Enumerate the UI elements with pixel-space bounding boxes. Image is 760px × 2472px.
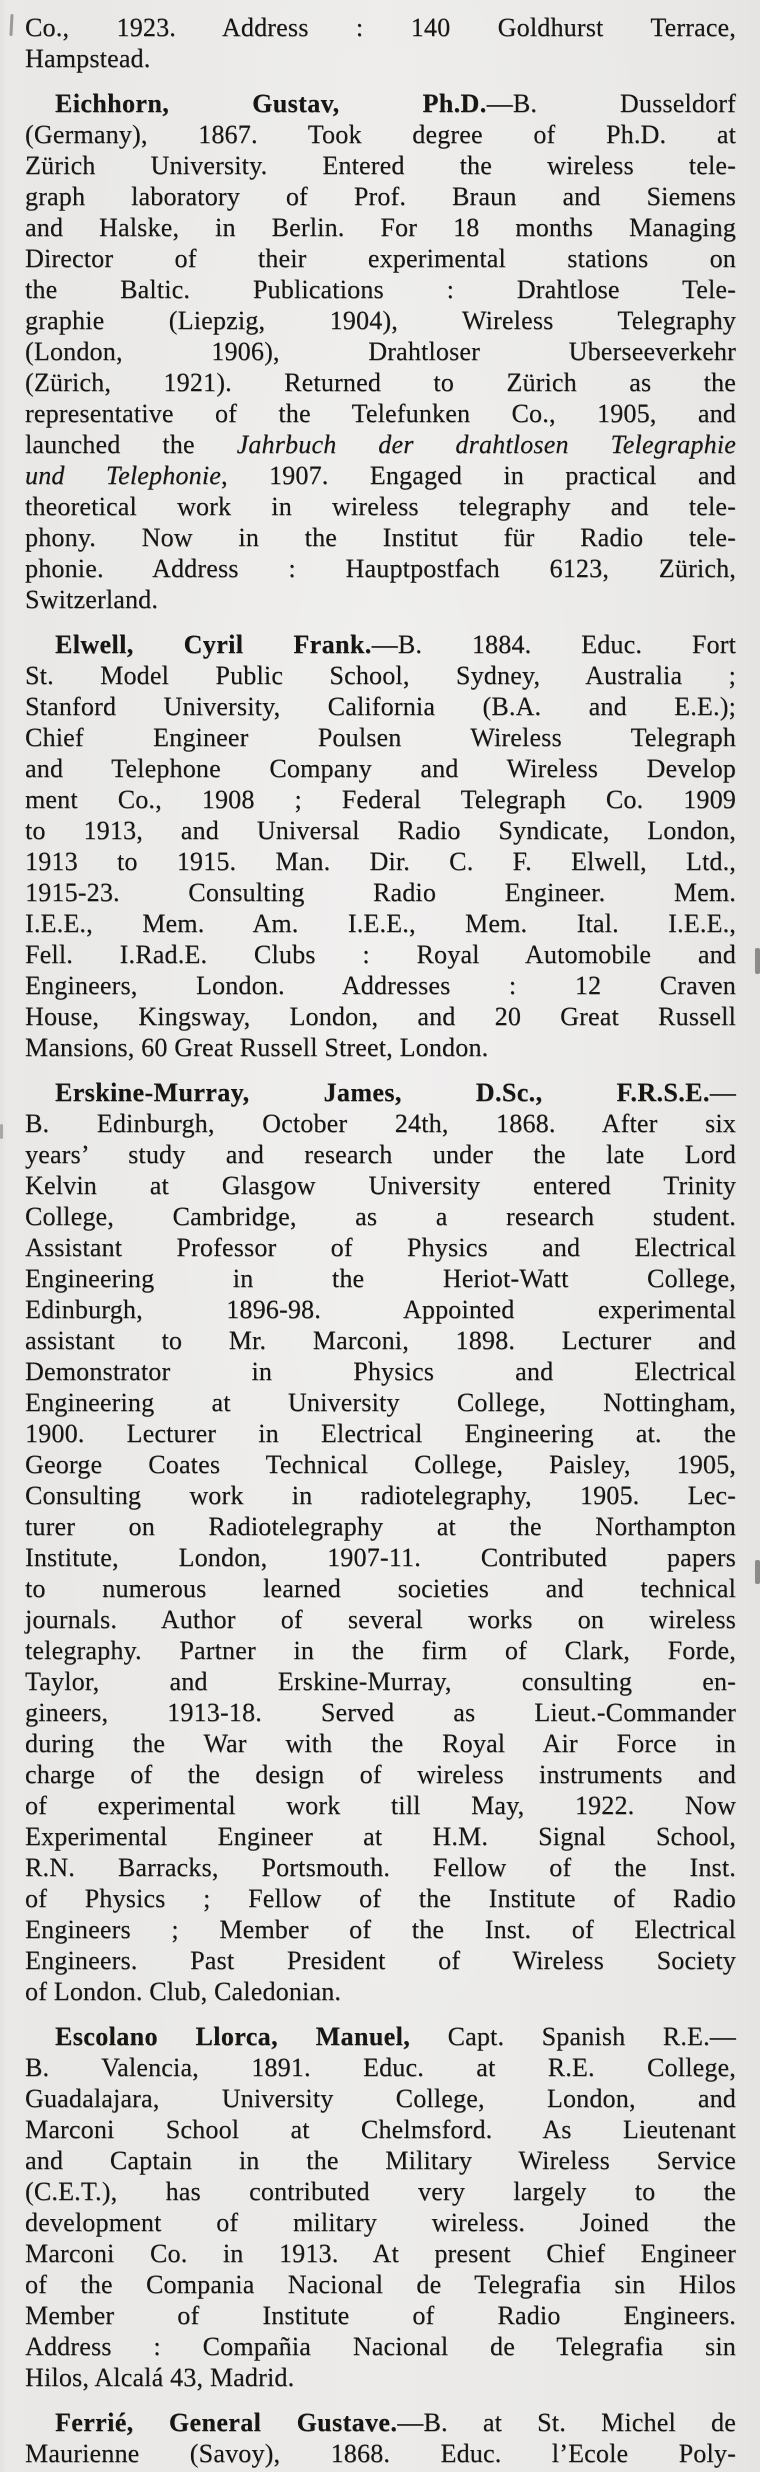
text-line: representative of the Telefunken Co., 1905, and (25, 399, 736, 428)
text-line: Stanford University, California (B.A. and E.E.); (25, 692, 736, 721)
text-line: years’ study and research under the late Lord (25, 1140, 736, 1169)
text-line: Fell. I.Rad.E. Clubs : Royal Automobile and (25, 940, 736, 969)
text-line: graphie (Liepzig, 1904), Wireless Telegraphy (25, 306, 736, 335)
text-line: Consulting work in radiotelegraphy, 1905. Lec- (25, 1481, 736, 1510)
text-line: Co., 1923. Address : 140 Goldhurst Terrace, (25, 13, 736, 42)
text-line: gineers, 1913-18. Served as Lieut.-Commander (25, 1698, 736, 1727)
text-line: Institute, London, 1907-11. Contributed papers (25, 1543, 736, 1572)
entry-elwell-cyril-frank (25, 629, 736, 1063)
text-line: Engineers, London. Addresses : 12 Craven (25, 971, 736, 1000)
text-line: Director of their experimental stations on (25, 244, 736, 273)
text-line: R.N. Barracks, Portsmouth. Fellow of the Inst. (25, 1853, 736, 1882)
text-line: Switzerland. (25, 585, 159, 614)
text-line: Maurienne (Savoy), 1868. Educ. l’Ecole Poly- (25, 2439, 736, 2468)
text-line: Experimental Engineer at H.M. Signal School, (25, 1822, 736, 1851)
entry-erskine-murray-james (25, 1077, 736, 2007)
text-line: Engineering in the Heriot-Watt College, (25, 1264, 736, 1293)
scan-artifact (9, 14, 13, 36)
text-line: I.E.E., Mem. Am. I.E.E., Mem. Ital. I.E.E., (25, 909, 736, 938)
text-line: Demonstrator in Physics and Electrical (25, 1357, 736, 1386)
text-line: House, Kingsway, London, and 20 Great Russell (25, 1002, 736, 1031)
text-line: journals. Author of several works on wireless (25, 1605, 736, 1634)
text-line: of the Compania Nacional de Telegrafia sin Hilos (25, 2270, 736, 2299)
text-line: charge of the design of wireless instruments and (25, 1760, 736, 1789)
text-line: development of military wireless. Joined the (25, 2208, 736, 2237)
text-line: Edinburgh, 1896-98. Appointed experimental (25, 1295, 736, 1324)
text-line: Eichhorn, Gustav, Ph.D.—B. Dusseldorf (55, 89, 736, 118)
text-line: Hampstead. (25, 44, 151, 73)
text-line: 1915-23. Consulting Radio Engineer. Mem. (25, 878, 736, 907)
text-line: und Telephonie, 1907. Engaged in practical and (25, 461, 736, 490)
text-line: to numerous learned societies and technical (25, 1574, 736, 1603)
text-line: Marconi Co. in 1913. At present Chief Engineer (25, 2239, 736, 2268)
text-line: (Zürich, 1921). Returned to Zürich as the (25, 368, 736, 397)
text-line: Zürich University. Entered the wireless tele- (25, 151, 736, 180)
text-line: St. Model Public School, Sydney, Australia ; (25, 661, 736, 690)
text-line: Taylor, and Erskine-Murray, consulting en- (25, 1667, 736, 1696)
text-line: George Coates Technical College, Paisley, 1905, (25, 1450, 736, 1479)
text-line: (C.E.T.), has contributed very largely to the (25, 2177, 736, 2206)
text-line: College, Cambridge, as a research student. (25, 1202, 736, 1231)
text-line: Elwell, Cyril Frank.—B. 1884. Educ. Fort (55, 630, 737, 659)
text-line: Chief Engineer Poulsen Wireless Telegraph (25, 723, 736, 752)
text-line: 1913 to 1915. Man. Dir. C. F. Elwell, Ltd., (25, 847, 736, 876)
text-column (25, 12, 736, 2469)
text-line: Hilos, Alcalá 43, Madrid. (25, 2363, 295, 2392)
entry-ferrie-general-gustave (25, 2407, 736, 2469)
text-line: Ferrié, General Gustave.—B. at St. Michel de (55, 2408, 736, 2437)
text-line: Engineers ; Member of the Inst. of Electrical (25, 1915, 736, 1944)
text-line: graph laboratory of Prof. Braun and Siemens (25, 182, 736, 211)
text-line: launched the Jahrbuch der drahtlosen Telegraphie (25, 430, 736, 459)
scan-artifact (755, 948, 760, 974)
text-line: Erskine-Murray, James, D.Sc., F.R.S.E.— (55, 1078, 736, 1107)
text-line: phonie. Address : Hauptpostfach 6123, Zürich, (25, 554, 736, 583)
text-line: and Telephone Company and Wireless Develop (25, 754, 736, 783)
text-line: Address : Compañia Nacional de Telegrafia sin (25, 2332, 736, 2361)
text-line: Escolano Llorca, Manuel, Capt. Spanish R.E.— (55, 2022, 736, 2051)
text-line: B. Valencia, 1891. Educ. at R.E. College, (25, 2053, 736, 2082)
text-line: B. Edinburgh, October 24th, 1868. After six (25, 1109, 736, 1138)
entry-escolano-llorca-manuel (25, 2021, 736, 2393)
text-line: turer on Radiotelegraphy at the Northampton (25, 1512, 736, 1541)
text-line: to 1913, and Universal Radio Syndicate, London, (25, 816, 736, 845)
entry-eichhorn-gustav (25, 88, 736, 615)
text-line: Engineers. Past President of Wireless Society (25, 1946, 736, 1975)
text-line: 1900. Lecturer in Electrical Engineering at. the (25, 1419, 736, 1448)
text-line: Member of Institute of Radio Engineers. (25, 2301, 736, 2330)
text-line: telegraphy. Partner in the firm of Clark, Forde, (25, 1636, 736, 1665)
text-line: ment Co., 1908 ; Federal Telegraph Co. 1909 (25, 785, 736, 814)
text-line: (Germany), 1867. Took degree of Ph.D. at (25, 120, 736, 149)
text-line: phony. Now in the Institut für Radio tele- (25, 523, 736, 552)
text-line: and Captain in the Military Wireless Service (25, 2146, 736, 2175)
text-line: Mansions, 60 Great Russell Street, London. (25, 1033, 489, 1062)
text-line: (London, 1906), Drahtloser Uberseeverkehr (25, 337, 736, 366)
scan-artifact (755, 1560, 760, 1584)
text-line: Guadalajara, University College, London, and (25, 2084, 736, 2113)
scan-artifact (0, 1124, 3, 1139)
text-line: Engineering at University College, Nottingham, (25, 1388, 736, 1417)
text-line: during the War with the Royal Air Force in (25, 1729, 736, 1758)
text-line: the Baltic. Publications : Drahtlose Tele- (25, 275, 736, 304)
text-line: and Halske, in Berlin. For 18 months Managing (25, 213, 736, 242)
text-line: Kelvin at Glasgow University entered Trinity (25, 1171, 736, 1200)
text-line: assistant to Mr. Marconi, 1898. Lecturer and (25, 1326, 736, 1355)
entry-continuation-co-1923 (25, 12, 736, 74)
text-line: Assistant Professor of Physics and Electrical (25, 1233, 736, 1262)
text-line: of Physics ; Fellow of the Institute of Radio (25, 1884, 736, 1913)
text-line: Marconi School at Chelmsford. As Lieutenant (25, 2115, 736, 2144)
text-line: of London. Club, Caledonian. (25, 1977, 342, 2006)
text-line: theoretical work in wireless telegraphy and tele- (25, 492, 736, 521)
text-line: of experimental work till May, 1922. Now (25, 1791, 736, 1820)
